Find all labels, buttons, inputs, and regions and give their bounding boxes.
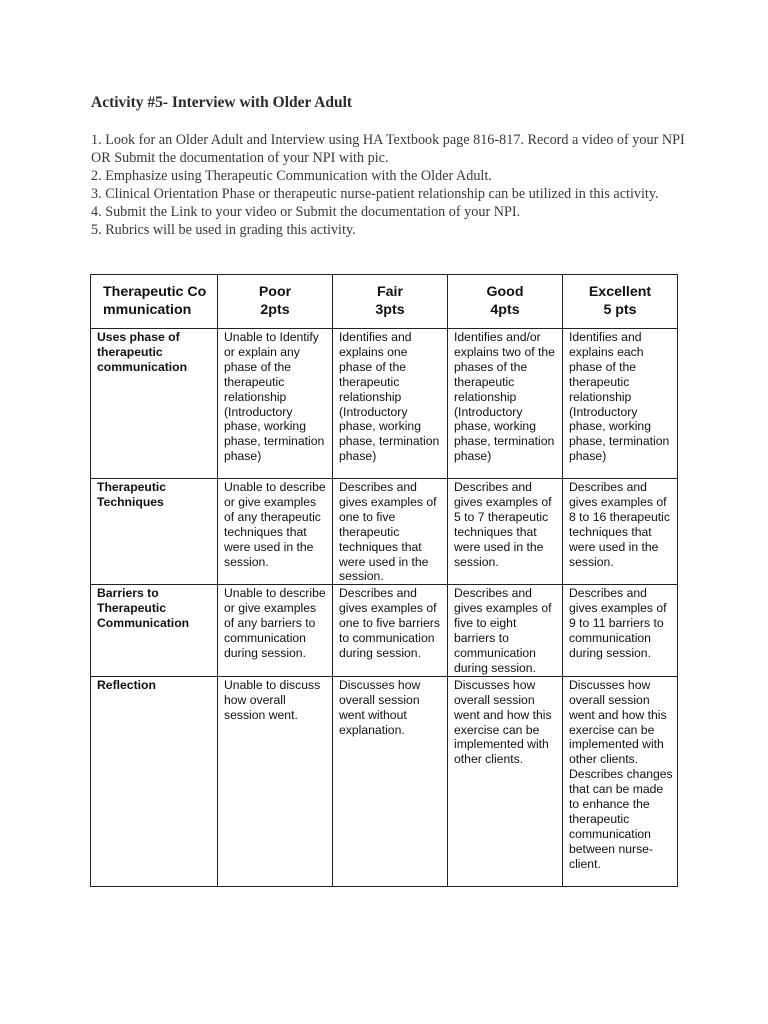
instruction-item: 1. Look for an Older Adult and Interview using HA Textbook page 816-817. Record a video of your NPI OR Submit the documentation of your NPI with pic. xyxy=(91,132,685,166)
level-header-fair xyxy=(333,275,448,329)
instruction-item: 3. Clinical Orientation Phase or therapeutic nurse-patient relationship can be utilized in this activity. xyxy=(91,186,659,202)
document-title: Activity #5- Interview with Older Adult xyxy=(91,94,353,111)
rubric-cell-good: Describes and gives examples of 5 to 7 therapeutic techniques that were used in the session. xyxy=(448,479,563,585)
rubric-cell-fair: Identifies and explains one phase of the therapeutic relationship (Introductory phase, working phase, termination phase) xyxy=(333,329,448,479)
rubric-cell-good: Identifies and/or explains two of the phases of the therapeutic relationship (Introductory phase, working phase, termination phase) xyxy=(448,329,563,479)
rubric-cell-good: Discusses how overall session went and how this exercise can be implemented with other clients. xyxy=(448,676,563,886)
criterion-cell: Uses phase of therapeutic communication xyxy=(91,329,218,479)
rubric-cell-poor: Unable to discuss how overall session went. xyxy=(218,676,333,886)
level-points: 3pts xyxy=(375,301,405,318)
rubric-cell-poor: Unable to Identify or explain any phase of the therapeutic relationship (Introductory phase, working phase, termination phase) xyxy=(218,329,333,479)
level-header-poor xyxy=(218,275,333,329)
rubric-row xyxy=(91,479,678,585)
level-name: Poor xyxy=(258,284,292,300)
level-name: Fair xyxy=(376,284,404,300)
rubric-cell-fair: Describes and gives examples of one to five therapeutic techniques that were used in the session. xyxy=(333,479,448,585)
rubric-header-row xyxy=(91,275,678,329)
criterion-cell: Reflection xyxy=(91,676,218,886)
rubric-cell-excellent: Discusses how overall session went and how this exercise can be implemented with other clients. Describes changes that can be made to enhance the therapeutic communication between nurse-client. xyxy=(563,676,678,886)
rubric-cell-good: Describes and gives examples of five to eight barriers to communication during session. xyxy=(448,585,563,676)
rubric-cell-excellent: Describes and gives examples of 8 to 16 therapeutic techniques that were used in the session. xyxy=(563,479,678,585)
level-points: 4pts xyxy=(490,301,520,318)
level-points: 2pts xyxy=(260,301,290,318)
level-header-excellent xyxy=(563,275,678,329)
instruction-item: 4. Submit the Link to your video or Submit the documentation of your NPI. xyxy=(91,204,521,220)
level-name: Good xyxy=(486,284,524,300)
rubric-row xyxy=(91,676,678,886)
level-points: 5 pts xyxy=(603,301,637,318)
rubric-row xyxy=(91,329,678,479)
criterion-cell: Therapeutic Techniques xyxy=(91,479,218,585)
level-name: Excellent xyxy=(588,284,652,300)
rubric-cell-excellent: Describes and gives examples of 9 to 11 barriers to communication during session. xyxy=(563,585,678,676)
rubric-row xyxy=(91,585,678,676)
rubric-cell-excellent: Identifies and explains each phase of the therapeutic relationship (Introductory phase, working phase, termination phase) xyxy=(563,329,678,479)
instruction-item: 2. Emphasize using Therapeutic Communication with the Older Adult. xyxy=(91,168,492,184)
rubric-cell-poor: Unable to describe or give examples of any barriers to communication during session. xyxy=(218,585,333,676)
rubric-table xyxy=(90,274,678,887)
rubric-cell-fair: Describes and gives examples of one to five barriers to communication during session. xyxy=(333,585,448,676)
instruction-list xyxy=(91,131,691,239)
rubric-cell-poor: Unable to describe or give examples of any therapeutic techniques that were used in the session. xyxy=(218,479,333,585)
criterion-header-label: Therapeutic Communication xyxy=(103,284,207,318)
instruction-item: 5. Rubrics will be used in grading this activity. xyxy=(91,222,356,238)
criterion-cell: Barriers to Therapeutic Communication xyxy=(91,585,218,676)
criterion-header xyxy=(91,275,218,329)
level-header-good xyxy=(448,275,563,329)
rubric-cell-fair: Discusses how overall session went without explanation. xyxy=(333,676,448,886)
